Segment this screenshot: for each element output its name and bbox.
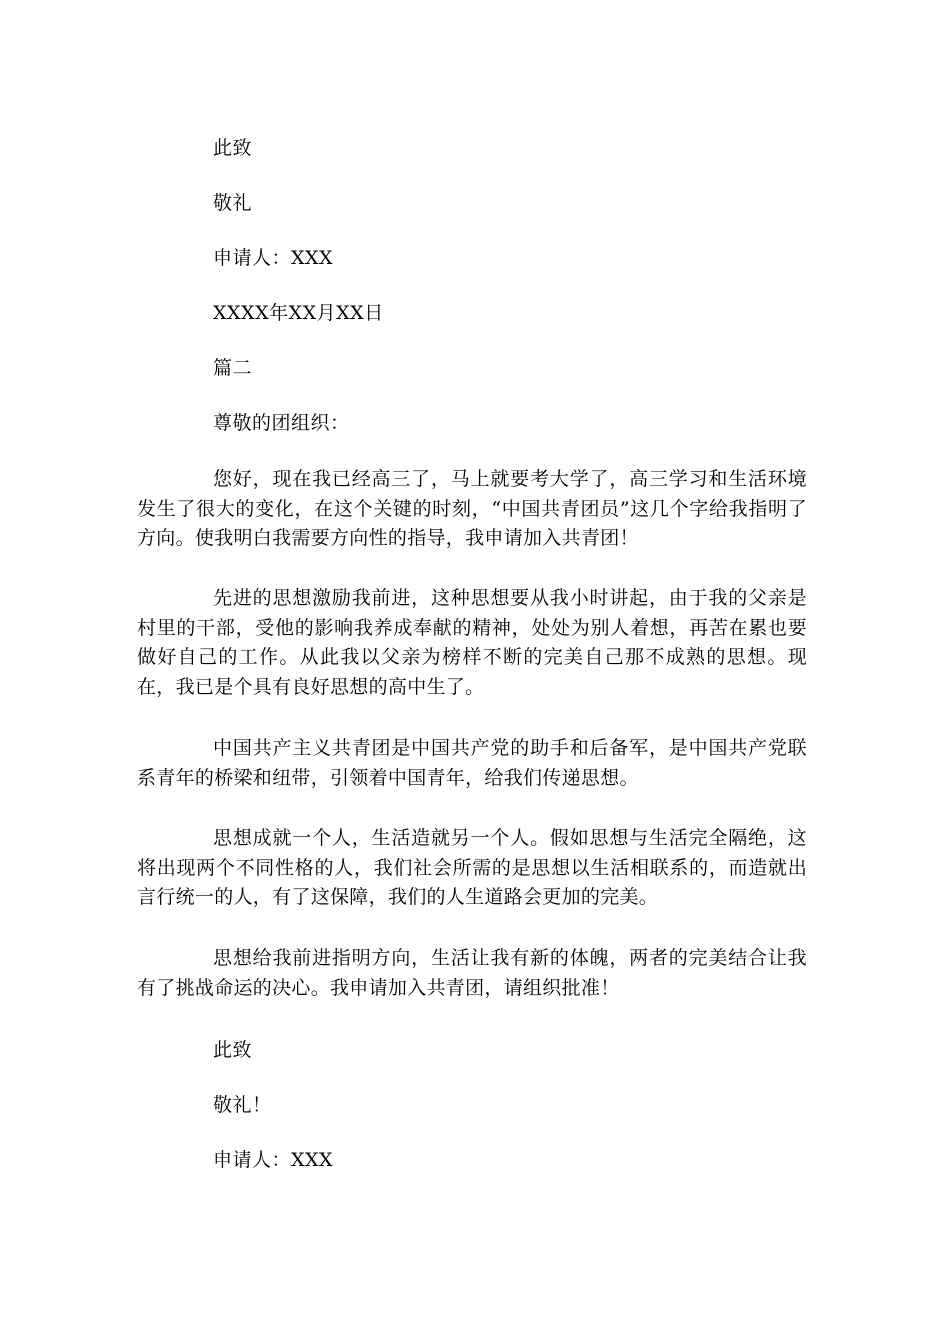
greeting: 尊敬的团组织：: [213, 412, 350, 434]
paragraph-5: 思想给我前进指明方向，生活让我有新的体魄，两者的完美结合让我有了挑战命运的决心。我申请加入共青团，请组织批准！: [137, 947, 807, 999]
closing-regards-1: 敬礼: [213, 192, 253, 214]
date-line: XXXX年XX月XX日: [213, 302, 384, 324]
closing-salutation-1: 此致: [213, 137, 253, 159]
section-title: 篇二: [213, 357, 253, 379]
closing-regards-2: 敬礼！: [213, 1094, 272, 1116]
applicant-line-2: 申请人：XXX: [213, 1149, 334, 1171]
paragraph-4: 思想成就一个人，生活造就另一个人。假如思想与生活完全隔绝，这将出现两个不同性格的人，我们社会所需的是思想以生活相联系的，而造就出言行统一的人，有了这保障，我们的人生道路会更加的完美。: [137, 827, 807, 908]
paragraph-1: 您好，现在我已经高三了，马上就要考大学了，高三学习和生活环境发生了很大的变化，在这个关键的时刻，“中国共青团员”这几个字给我指明了方向。使我明白我需要方向性的指导，我申请加入共青团！: [137, 468, 807, 549]
closing-salutation-2: 此致: [213, 1039, 253, 1061]
paragraph-2: 先进的思想激励我前进，这种思想要从我小时讲起，由于我的父亲是村里的干部，受他的影响我养成奉献的精神，处处为别人着想，再苦在累也要做好自己的工作。从此我以父亲为榜样不断的完美自己那不成熟的思想。现在，我已是个具有良好思想的高中生了。: [137, 587, 807, 698]
paragraph-3: 中国共产主义共青团是中国共产党的助手和后备军，是中国共产党联系青年的桥梁和纽带，引领着中国青年，给我们传递思想。: [137, 737, 807, 789]
applicant-line-1: 申请人：XXX: [213, 247, 334, 269]
